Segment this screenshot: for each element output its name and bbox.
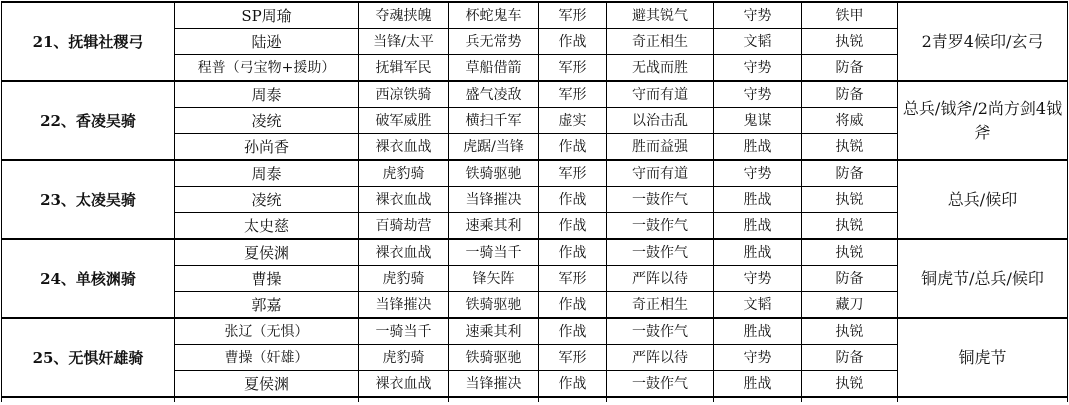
skill-2-cell: 兵无常势 <box>449 29 539 55</box>
cutoff-cell <box>714 397 802 402</box>
skill-2-cell: 盛气凌敌 <box>449 81 539 108</box>
tactic-book-cell: 奇正相生 <box>607 292 714 319</box>
tactic-book-cell: 一鼓作气 <box>607 213 714 240</box>
tactic-type-cell: 作战 <box>539 371 607 398</box>
hero-name-cell: 曹操 <box>175 266 359 292</box>
equipment-trait-cell: 防备 <box>802 160 898 187</box>
team-name: 21、抚辑社稷弓 <box>2 2 175 81</box>
skill-1-cell: 当锋摧决 <box>359 292 449 319</box>
hero-name-cell: 太史慈 <box>175 213 359 240</box>
tactic-book-cell: 严阵以待 <box>607 345 714 371</box>
equipment-trait-cell: 执锐 <box>802 239 898 266</box>
skill-2-cell: 速乘其利 <box>449 213 539 240</box>
table-row <box>2 81 1068 108</box>
hero-name-cell: 夏侯渊 <box>175 239 359 266</box>
equipment-trait-cell: 执锐 <box>802 29 898 55</box>
cutoff-cell <box>802 397 898 402</box>
skill-1-cell: 虎豹骑 <box>359 345 449 371</box>
skill-2-cell: 当锋摧决 <box>449 187 539 213</box>
skill-1-cell: 裸衣血战 <box>359 187 449 213</box>
gear-combo: 总兵/候印 <box>898 160 1068 239</box>
cutoff-cell <box>359 397 449 402</box>
cutoff-cell <box>175 397 359 402</box>
book-category-cell: 守势 <box>714 2 802 29</box>
book-category-cell: 胜战 <box>714 371 802 398</box>
skill-1-cell: 裸衣血战 <box>359 239 449 266</box>
cutoff-cell <box>2 397 175 402</box>
equipment-trait-cell: 将威 <box>802 108 898 134</box>
tactic-book-cell: 一鼓作气 <box>607 318 714 345</box>
tactic-type-cell: 军形 <box>539 55 607 82</box>
hero-name-cell: 凌统 <box>175 187 359 213</box>
equipment-trait-cell: 执锐 <box>802 213 898 240</box>
gear-combo: 2青罗4候印/玄弓 <box>898 2 1068 81</box>
book-category-cell: 守势 <box>714 345 802 371</box>
tactic-book-cell: 无战而胜 <box>607 55 714 82</box>
skill-1-cell: 夺魂挟魄 <box>359 2 449 29</box>
equipment-trait-cell: 防备 <box>802 266 898 292</box>
skill-2-cell: 铁骑驱驰 <box>449 292 539 319</box>
skill-1-cell: 虎豹骑 <box>359 160 449 187</box>
skill-1-cell: 当锋/太平 <box>359 29 449 55</box>
book-category-cell: 守势 <box>714 266 802 292</box>
tactic-type-cell: 军形 <box>539 345 607 371</box>
table-row <box>2 160 1068 187</box>
cutoff-cell <box>539 397 607 402</box>
tactic-type-cell: 作战 <box>539 134 607 161</box>
skill-1-cell: 裸衣血战 <box>359 371 449 398</box>
book-category-cell: 文韬 <box>714 29 802 55</box>
skill-1-cell: 虎豹骑 <box>359 266 449 292</box>
equipment-trait-cell: 防备 <box>802 55 898 82</box>
tactic-book-cell: 胜而益强 <box>607 134 714 161</box>
book-category-cell: 守势 <box>714 160 802 187</box>
team-name: 23、太凌吴骑 <box>2 160 175 239</box>
skill-2-cell: 杯蛇鬼车 <box>449 2 539 29</box>
equipment-trait-cell: 防备 <box>802 81 898 108</box>
hero-name-cell: 孙尚香 <box>175 134 359 161</box>
tactic-type-cell: 作战 <box>539 318 607 345</box>
tactic-book-cell: 奇正相生 <box>607 29 714 55</box>
skill-2-cell: 横扫千军 <box>449 108 539 134</box>
book-category-cell: 文韬 <box>714 292 802 319</box>
table-row <box>2 2 1068 29</box>
book-category-cell: 胜战 <box>714 239 802 266</box>
tactic-book-cell: 严阵以待 <box>607 266 714 292</box>
tactic-type-cell: 作战 <box>539 292 607 319</box>
skill-1-cell: 一骑当千 <box>359 318 449 345</box>
hero-name-cell: 陆逊 <box>175 29 359 55</box>
hero-name-cell: SP周瑜 <box>175 2 359 29</box>
gear-combo: 铜虎节/总兵/候印 <box>898 239 1068 318</box>
tactic-book-cell: 守而有道 <box>607 160 714 187</box>
equipment-trait-cell: 铁甲 <box>802 2 898 29</box>
equipment-trait-cell: 执锐 <box>802 187 898 213</box>
equipment-trait-cell: 藏刀 <box>802 292 898 319</box>
skill-1-cell: 破军威胜 <box>359 108 449 134</box>
book-category-cell: 胜战 <box>714 134 802 161</box>
tactic-type-cell: 作战 <box>539 29 607 55</box>
book-category-cell: 胜战 <box>714 187 802 213</box>
skill-2-cell: 草船借箭 <box>449 55 539 82</box>
equipment-trait-cell: 防备 <box>802 345 898 371</box>
hero-name-cell: 周泰 <box>175 160 359 187</box>
hero-name-cell: 程普（弓宝物+援助） <box>175 55 359 82</box>
skill-1-cell: 西凉铁骑 <box>359 81 449 108</box>
lineup-table <box>1 1 1068 402</box>
tactic-book-cell: 一鼓作气 <box>607 187 714 213</box>
tactic-book-cell: 一鼓作气 <box>607 371 714 398</box>
tactic-book-cell: 避其锐气 <box>607 2 714 29</box>
tactic-book-cell: 一鼓作气 <box>607 239 714 266</box>
book-category-cell: 守势 <box>714 55 802 82</box>
skill-2-cell: 锋矢阵 <box>449 266 539 292</box>
hero-name-cell: 郭嘉 <box>175 292 359 319</box>
skill-1-cell: 抚辑军民 <box>359 55 449 82</box>
skill-2-cell: 铁骑驱驰 <box>449 160 539 187</box>
team-name: 25、无惧奸雄骑 <box>2 318 175 397</box>
skill-2-cell: 虎踞/当锋 <box>449 134 539 161</box>
gear-combo: 总兵/钺斧/2尚方剑4钺斧 <box>898 81 1068 160</box>
team-name: 22、香凌吴骑 <box>2 81 175 160</box>
cutoff-cell <box>449 397 539 402</box>
equipment-trait-cell: 执锐 <box>802 318 898 345</box>
team-name: 24、单核渊骑 <box>2 239 175 318</box>
table-row <box>2 318 1068 345</box>
gear-combo: 铜虎节 <box>898 318 1068 397</box>
skill-1-cell: 裸衣血战 <box>359 134 449 161</box>
equipment-trait-cell: 执锐 <box>802 371 898 398</box>
tactic-type-cell: 作战 <box>539 213 607 240</box>
tactic-type-cell: 虚实 <box>539 108 607 134</box>
skill-2-cell: 当锋摧决 <box>449 371 539 398</box>
book-category-cell: 胜战 <box>714 318 802 345</box>
tactic-type-cell: 作战 <box>539 239 607 266</box>
hero-name-cell: 曹操（奸雄） <box>175 345 359 371</box>
tactic-book-cell: 守而有道 <box>607 81 714 108</box>
skill-2-cell: 铁骑驱驰 <box>449 345 539 371</box>
hero-name-cell: 夏侯渊 <box>175 371 359 398</box>
tactic-type-cell: 军形 <box>539 81 607 108</box>
tactic-type-cell: 军形 <box>539 266 607 292</box>
tactic-book-cell: 以治击乱 <box>607 108 714 134</box>
tactic-type-cell: 作战 <box>539 187 607 213</box>
skill-2-cell: 一骑当千 <box>449 239 539 266</box>
hero-name-cell: 周泰 <box>175 81 359 108</box>
table-row <box>2 397 1068 402</box>
skill-1-cell: 百骑劫营 <box>359 213 449 240</box>
book-category-cell: 胜战 <box>714 213 802 240</box>
cutoff-cell <box>607 397 714 402</box>
skill-2-cell: 速乘其利 <box>449 318 539 345</box>
tactic-type-cell: 军形 <box>539 2 607 29</box>
tactic-type-cell: 军形 <box>539 160 607 187</box>
table-row <box>2 239 1068 266</box>
cutoff-cell <box>898 397 1068 402</box>
hero-name-cell: 凌统 <box>175 108 359 134</box>
equipment-trait-cell: 执锐 <box>802 134 898 161</box>
hero-name-cell: 张辽（无惧） <box>175 318 359 345</box>
book-category-cell: 守势 <box>714 81 802 108</box>
book-category-cell: 鬼谋 <box>714 108 802 134</box>
